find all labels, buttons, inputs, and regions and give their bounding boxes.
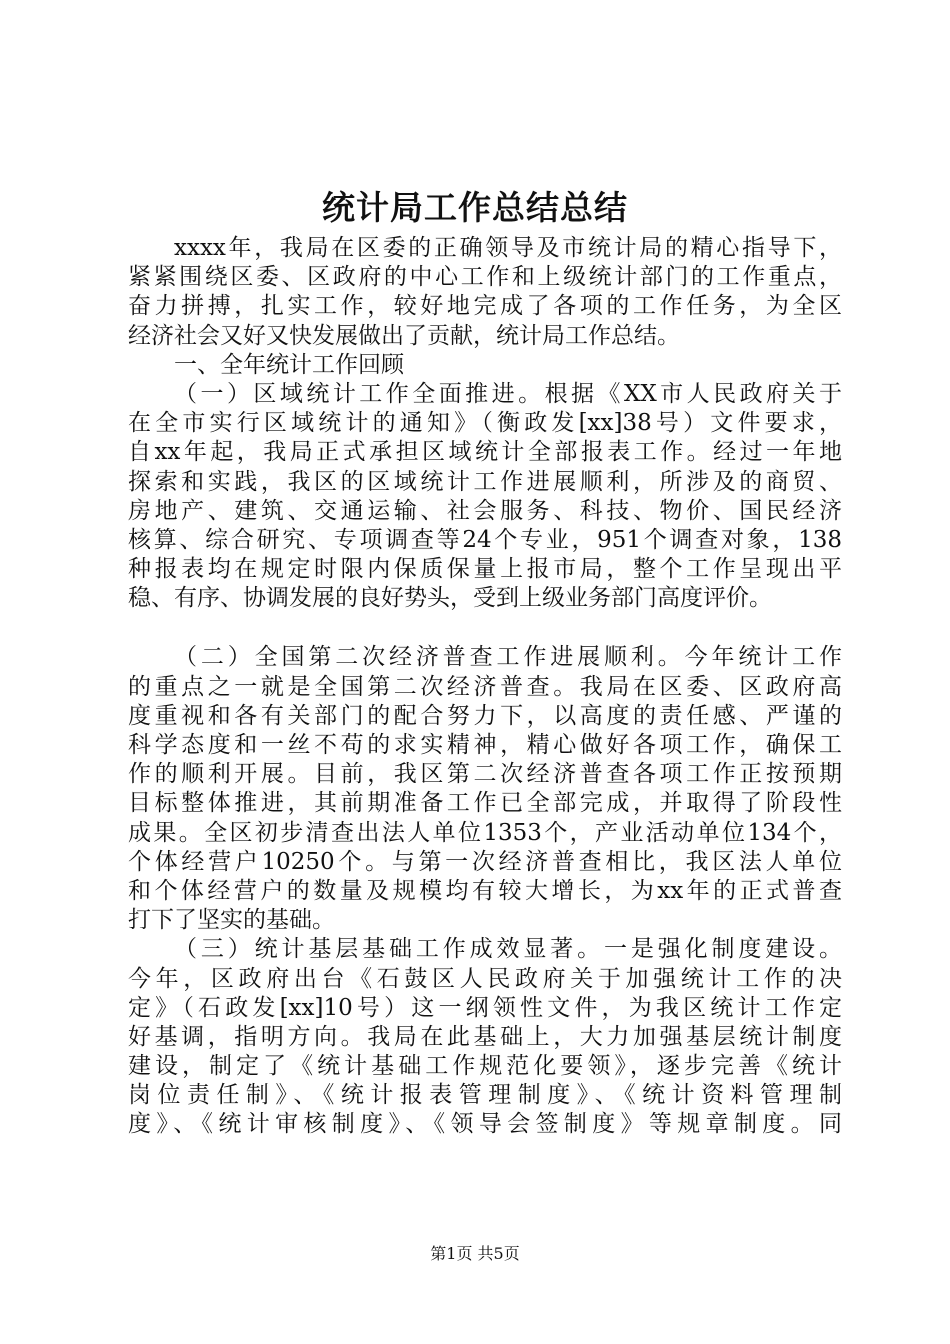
paragraph-regional-statistics [128,380,842,614]
text-line: 和个体经营户的数量及规模均有较大增长，为xx年的正式普查 [128,877,842,904]
text-line: 科学态度和一丝不苟的求实精神，精心做好各项工作，确保工 [128,732,842,758]
text-line: 房地产、建筑、交通运输、社会服务、科技、物价、国民经济 [128,497,842,524]
paragraph-spacer [128,613,842,643]
text-line: 个体经营户10250个。与第一次经济普查相比，我区法人单位 [128,848,842,875]
text-line: （三）统计基层基础工作成效显著。一是强化制度建设。 [174,936,842,963]
section-heading-text: 一、全年统计工作回顾 [174,351,404,378]
paragraph-economic-census [128,643,842,935]
paragraph-grassroots-work [128,935,842,1139]
text-line: 目标整体推进，其前期准备工作已全部完成，并取得了阶段性 [128,790,842,817]
text-line: 作的顺利开展。目前，我区第二次经济普查各项工作正按预期 [128,761,842,788]
text-line: 好基调，指明方向。我局在此基础上，大力加强基层统计制度 [128,1023,842,1050]
text-line: 经济社会又好又快发展做出了贡献，统计局工作总结。 [128,322,680,349]
text-line: 度》、《统计审核制度》、《领导会签制度》等规章制度。同 [128,1111,842,1138]
document-title: 统计局工作总结总结 [322,188,628,227]
text-line: 打下了坚实的基础。 [128,907,335,934]
page-number-footer: 第1页 共5页 [430,1244,520,1263]
text-line: 建设，制定了《统计基础工作规范化要领》，逐步完善《统计 [128,1053,842,1080]
text-line: xxxx年，我局在区委的正确领导及市统计局的精心指导下， [174,235,842,261]
text-line: 定》（石政发[xx]10号）这一纲领性文件，为我区统计工作定 [128,994,842,1021]
text-line: （一）区域统计工作全面推进。根据《XX市人民政府关于 [174,380,842,407]
text-line: 岗位责任制》、《统计报表管理制度》、《统计资料管理制 [128,1082,842,1109]
text-line: 今年，区政府出台《石鼓区人民政府关于加强统计工作的决 [128,965,842,992]
paragraph-intro [128,234,842,351]
text-line: 核算、综合研究、专项调查等24个专业，951个调查对象，138 [128,526,842,553]
text-line: 自xx年起，我局正式承担区域统计全部报表工作。经过一年地 [128,439,842,466]
text-line: 奋力拼搏，扎实工作，较好地完成了各项的工作任务，为全区 [128,293,842,320]
text-line: 探索和实践，我区的区域统计工作进展顺利，所涉及的商贸、 [128,468,842,495]
text-line: 的重点之一就是全国第二次经济普查。我局在区委、区政府高 [128,673,842,700]
text-line: 种报表均在规定时限内保质保量上报市局，整个工作呈现出平 [128,556,842,583]
text-line: 稳、有序、协调发展的良好势头，受到上级业务部门高度评价。 [128,585,772,612]
document-body [128,234,842,1140]
text-line: （二）全国第二次经济普查工作进展顺利。今年统计工作 [174,644,842,671]
text-line: 在全市实行区域统计的通知》（衡政发[xx]38号）文件要求， [128,410,842,437]
section-heading [128,351,842,380]
text-line: 紧紧围绕区委、区政府的中心工作和上级统计部门的工作重点， [128,264,842,291]
text-line: 度重视和各有关部门的配合努力下，以高度的责任感、严谨的 [128,702,842,729]
text-line: 成果。全区初步清查出法人单位1353个，产业活动单位134个， [128,819,842,846]
